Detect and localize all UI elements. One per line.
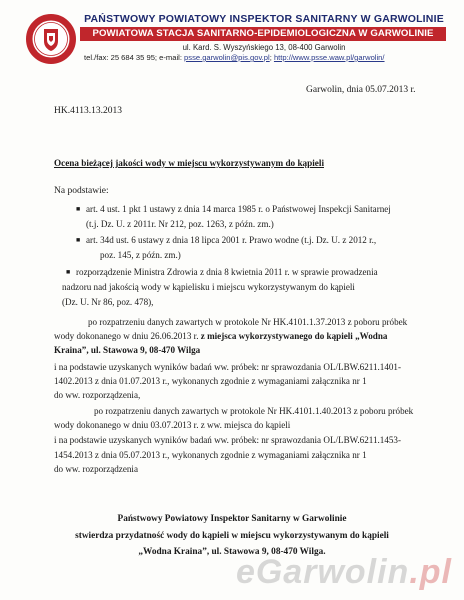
list-item: art. 4 ust. 1 pkt 1 ustawy z dnia 14 marca 1985 r. o Państwowej Inspekcji Sanitarnej [86, 204, 391, 214]
basis-label: Na podstawie: [54, 186, 109, 196]
para1-line: i na podstawie uzyskanych wyników badań ww. próbek: nr sprawozdania OL/LBW.6211.1401- [54, 362, 401, 372]
document-subject: Ocena bieżącej jakości wody w miejscu wykorzystywanym do kąpieli [54, 158, 324, 168]
para1-line: do ww. rozporządzenia, [54, 390, 141, 400]
site-watermark [236, 553, 452, 592]
para2-line: i na podstawie uzyskanych wyników badań ww. próbek: nr sprawozdania OL/LBW.6211.1453- [54, 435, 401, 445]
list-item: art. 34d ust. 6 ustawy z dnia 18 lipca 2001 r. Prawo wodne (t.j. Dz. U. z 2012 r., [86, 235, 377, 245]
watermark-main: eGarwolin [235, 553, 410, 591]
document-date: Garwolin, dnia 05.07.2013 r. [306, 85, 416, 95]
letterhead-contact [84, 53, 454, 62]
email-link[interactable]: psse.garwolin@pis.gov.pl [184, 53, 270, 62]
contact-separator: ; [269, 53, 274, 62]
para1-bathing-place-address: Kraina”, ul. Stawowa 9, 08-470 Wilga [54, 345, 201, 355]
reference-number: HK.4113.13.2013 [54, 106, 122, 116]
letterhead-inspector-name: PAŃSTWOWY POWIATOWY INSPEKTOR SANITARNY W GARWOLINIE [84, 13, 444, 25]
list-item-continuation: (Dz. U. Nr 86, poz. 478), [62, 297, 154, 307]
website-link[interactable]: http://www.psse.waw.pl/garwolin/ [273, 53, 385, 62]
list-item-continuation: (t.j. Dz. U. z 2011r. Nr 212, poz. 1263, z późn. zm.) [86, 219, 274, 229]
conclusion-statement: stwierdza przydatność wody do kąpieli w miejscu wykorzystywanym do kąpieli [75, 531, 389, 541]
conclusion-authority: Państwowy Powiatowy Inspektor Sanitarny w Garwolinie [117, 514, 347, 524]
para1-line [54, 330, 387, 343]
contact-phone: tel./fax: 25 684 35 95; e-mail: [84, 53, 185, 62]
para1-line: 1402.2013 z dnia 01.07.2013 r., wykonanych zgodnie z wymaganiami załącznika nr 1 [54, 376, 367, 386]
list-item: rozporządzenie Ministra Zdrowia z dnia 8 kwietnia 2011 r. w sprawie prowadzenia [76, 267, 378, 277]
para1-line: po rozpatrzeniu danych zawartych w protokole Nr HK.4101.1.37.2013 z poboru próbek [88, 317, 408, 327]
bullet-icon: ■ [76, 205, 81, 213]
bullet-icon: ■ [76, 236, 81, 244]
watermark-ext: .pl [409, 553, 452, 591]
inspection-seal-icon [26, 14, 76, 64]
letterhead-address: ul. Kard. S. Wyszyńskiego 13, 08-400 Garwolin [182, 43, 346, 52]
conclusion-location: „Wodna Kraina”, ul. Stawowa 9, 08-470 Wilga. [138, 547, 326, 557]
para2-line: po rozpatrzeniu danych zawartych w protokole Nr HK.4101.1.40.2013 z poboru próbek [94, 406, 414, 416]
para2-line: 1454.2013 z dnia 05.07.2013 r., wykonanych zgodnie z wymaganiami załącznika nr 1 [54, 450, 367, 460]
para1-sampling-date: wody dokonanego w dniu 26.06.2013 r. [54, 331, 201, 341]
list-item-continuation: poz. 145, z późn. zm.) [100, 250, 181, 260]
list-item-continuation: nadzoru nad jakością wody w kąpielisku i miejscu wykorzystywanym do kąpieli [62, 282, 355, 292]
letterhead-station-banner: POWIATOWA STACJA SANITARNO-EPIDEMIOLOGICZNA W GARWOLINIE [80, 27, 446, 41]
bullet-icon: ■ [66, 268, 71, 276]
para1-bathing-place: z miejsca wykorzystywanego do kąpieli „Wodna [200, 331, 388, 341]
para2-line: wody dokonanego w dniu 03.07.2013 r. z ww. miejsca do kąpieli [54, 420, 291, 430]
para2-line: do ww. rozporządzenia [54, 464, 138, 474]
